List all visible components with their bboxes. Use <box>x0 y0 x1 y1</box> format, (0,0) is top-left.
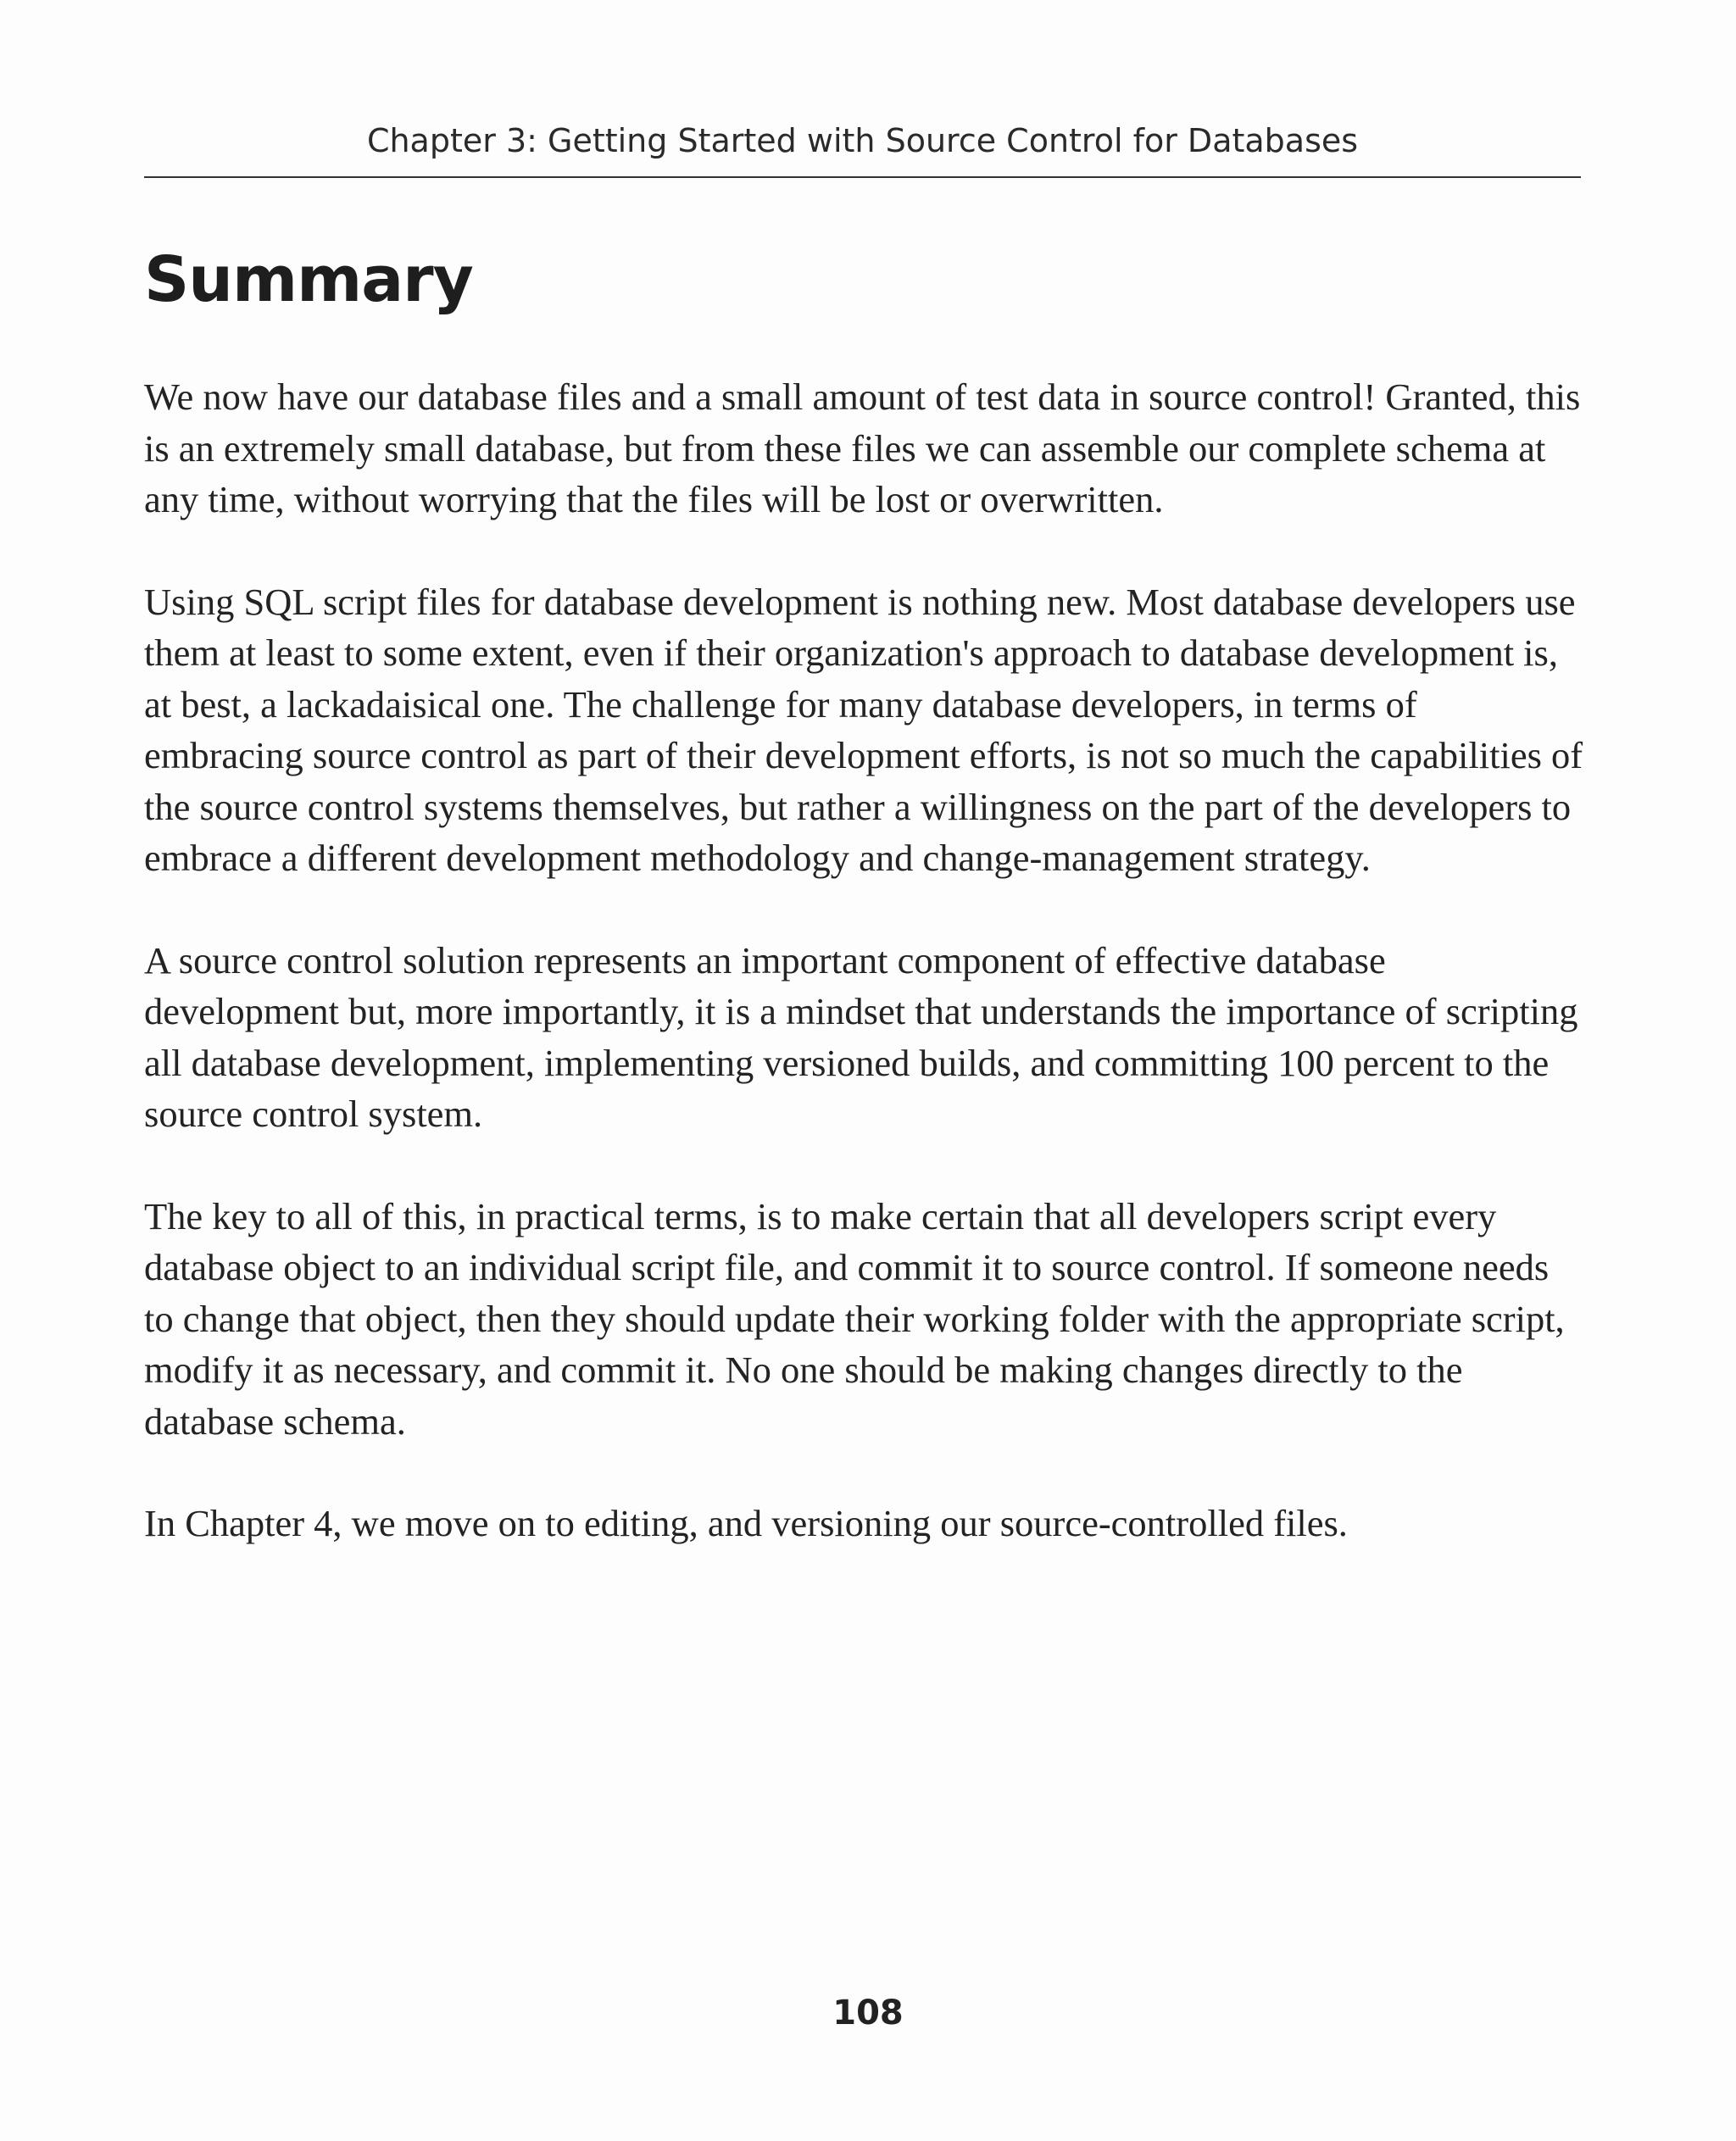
paragraph: A source control solution represents an important component of effective database development but, more importantly, it is a mindset that understands the importance of scripting all database development, implementing versioned builds, and committing 100 percent to the source control system. <box>144 938 1578 1135</box>
page-number: 108 <box>832 1994 904 2033</box>
paragraph: The key to all of this, in practical terms, is to make certain that all developers script every database object to an individual script file, and commit it to source control. If someone needs to change that object, then they should update their working folder with the appropriate script, modify it as necessary, and commit it. No one should be making changes directly to the database schema. <box>144 1194 1565 1443</box>
section-title: Summary <box>144 243 473 316</box>
paragraph: In Chapter 4, we move on to editing, and versioning our source-controlled files. <box>144 1502 1348 1544</box>
paragraph: Using SQL script files for database development is nothing new. Most database developers use them at least to some extent, even if their organization's approach to database development is, at best, a lackadaisical one. The challenge for many database developers, in terms of embracing source control as part of their development efforts, is not so much the capabilities of the source control systems themselves, but rather a willingness on the part of the developers to embrace a different development methodology and change-management strategy. <box>144 580 1583 879</box>
running-header: Chapter 3: Getting Started with Source Control for Databases <box>144 115 1581 178</box>
paragraph: We now have our database files and a small amount of test data in source control! Granted, this is an extremely small database, but from these files we can assemble our complete schema at any time, without worrying that the files will be lost or overwritten. <box>144 375 1581 520</box>
body-text <box>144 371 1585 1600</box>
